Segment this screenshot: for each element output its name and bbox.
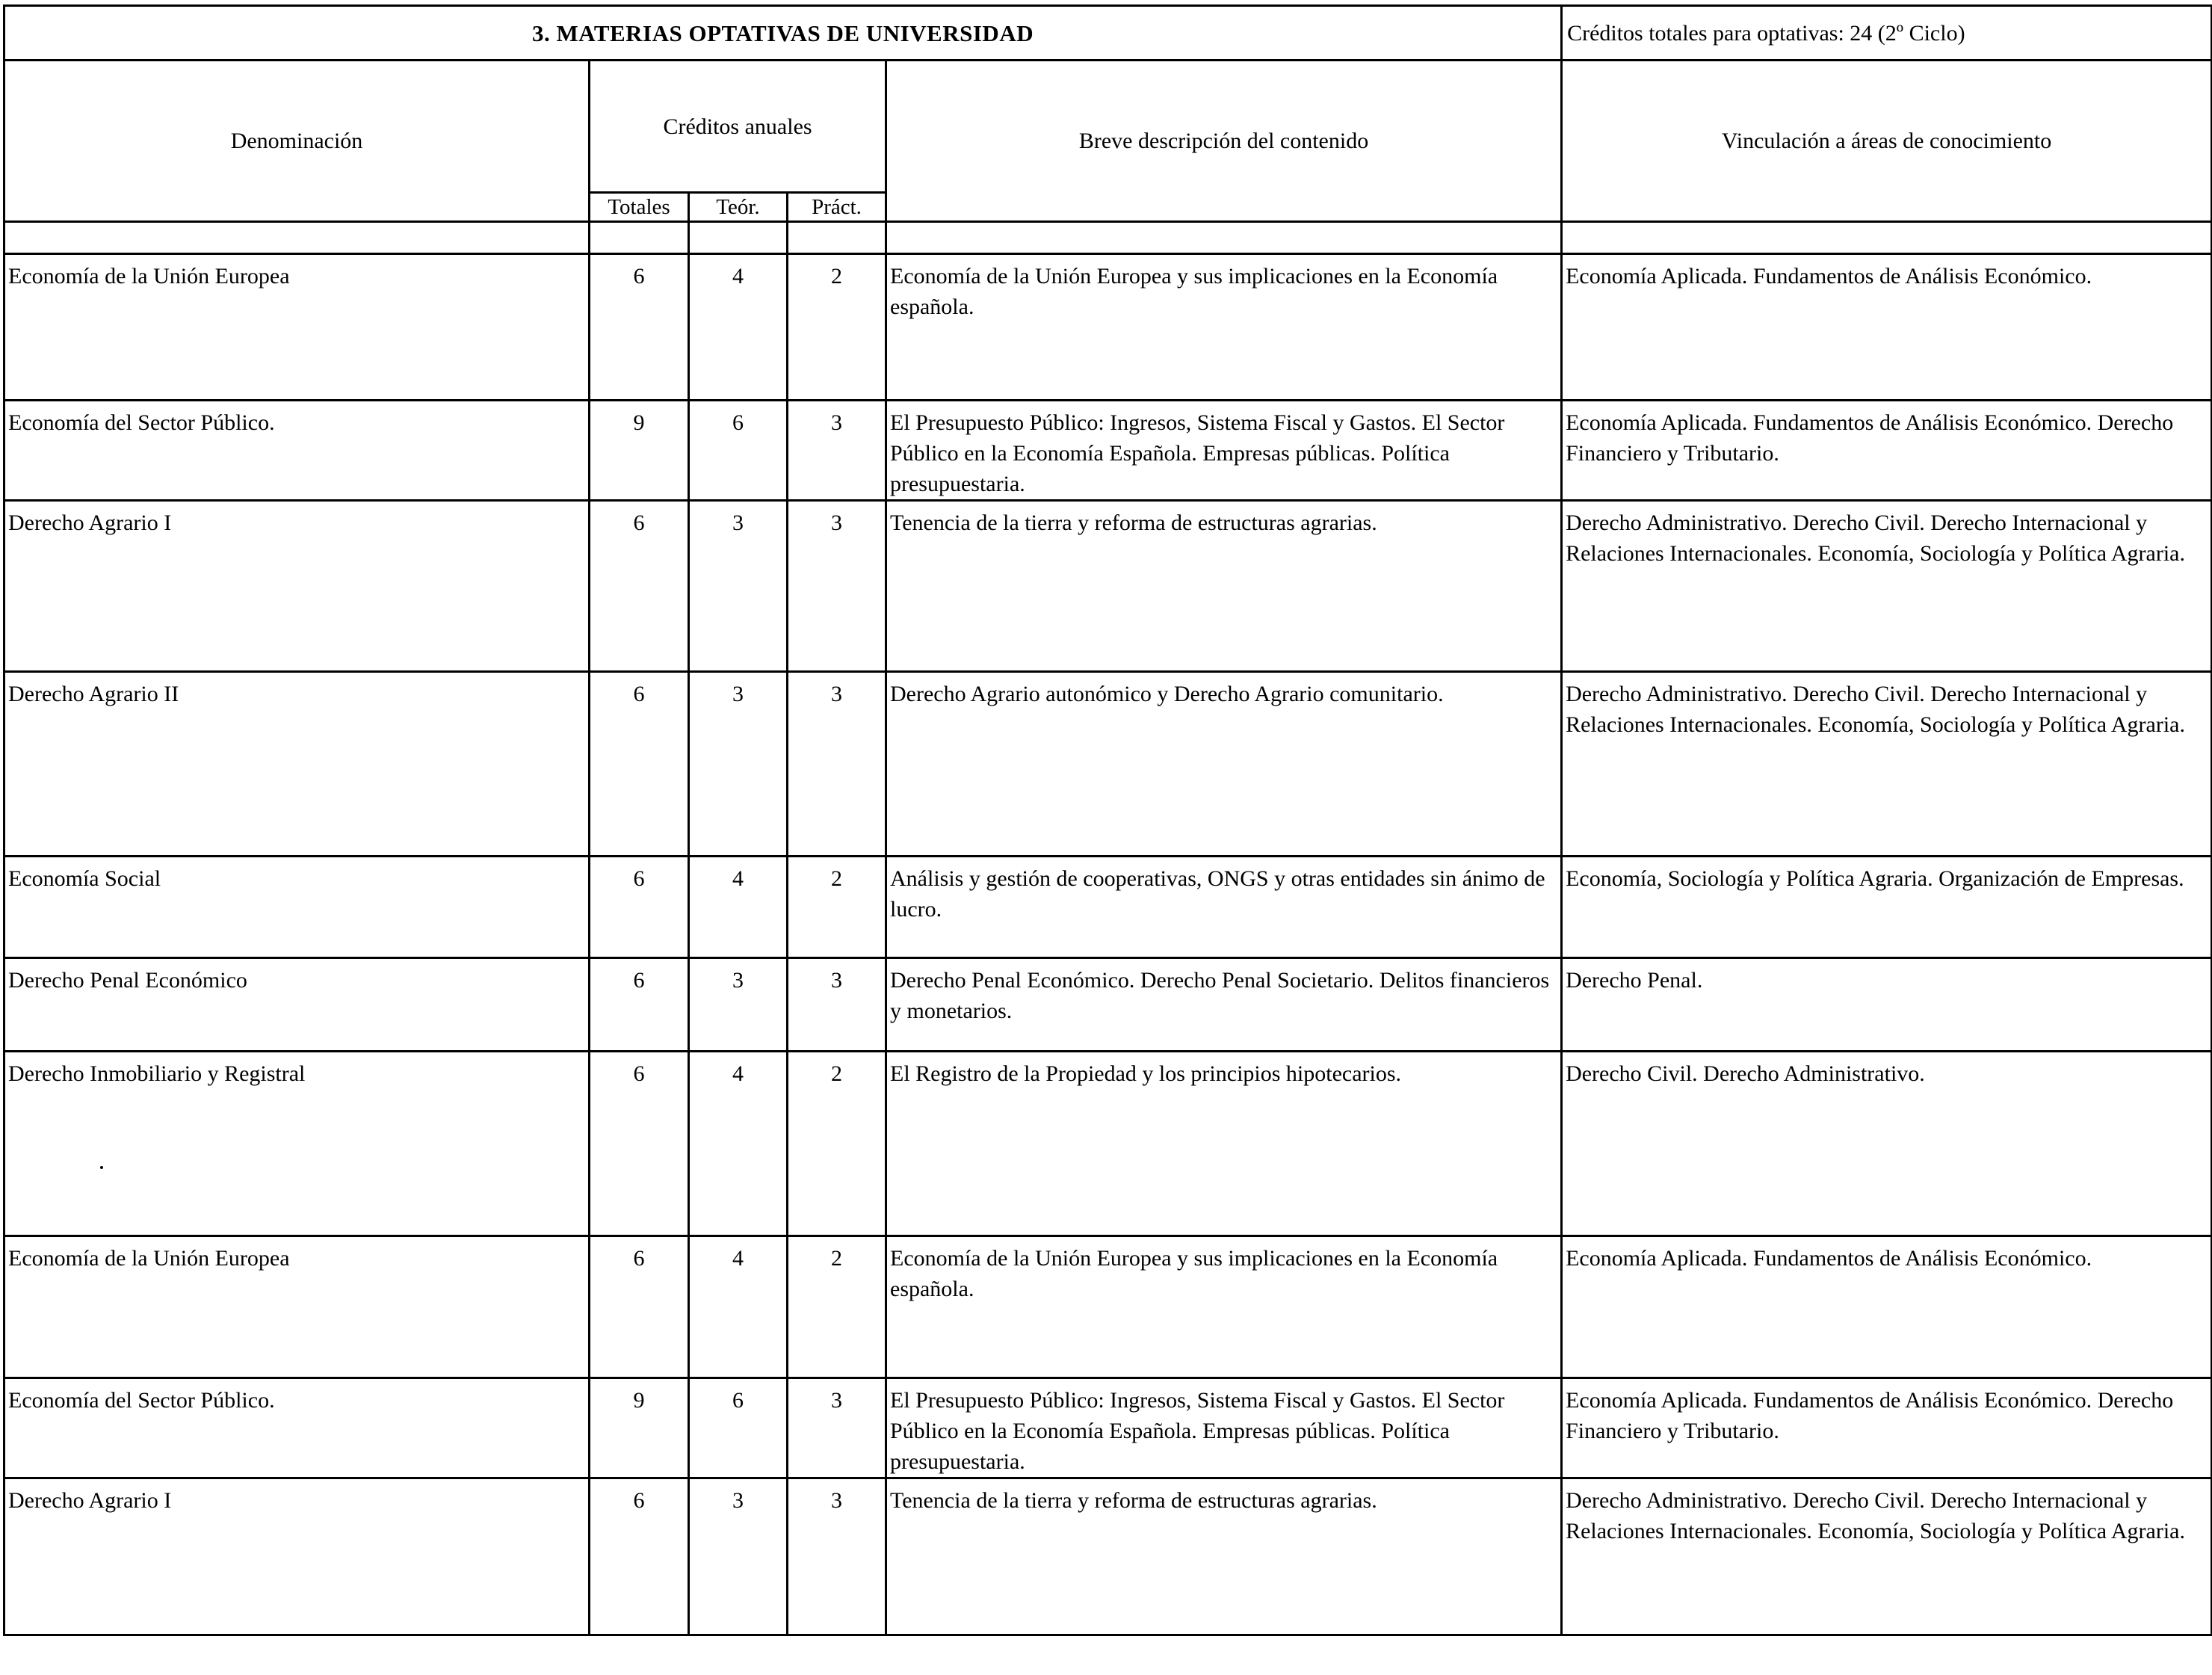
header-pract: Práct. bbox=[788, 193, 886, 222]
subject-areas: Economía Aplicada. Fundamentos de Análisis Económico. Derecho Financiero y Tributario. bbox=[1562, 401, 2212, 501]
subject-areas: Economía, Sociología y Política Agraria. Organización de Empresas. bbox=[1562, 857, 2212, 958]
section-title: 3. MATERIAS OPTATIVAS DE UNIVERSIDAD bbox=[4, 6, 1562, 61]
credits-pract: 3 bbox=[788, 672, 886, 857]
subject-description: Análisis y gestión de cooperativas, ONGS y otras entidades sin ánimo de lucro. bbox=[886, 857, 1562, 958]
credits-teor: 3 bbox=[689, 958, 788, 1052]
header-row bbox=[4, 61, 2212, 193]
subject-description: Derecho Agrario autonómico y Derecho Agrario comunitario. bbox=[886, 672, 1562, 857]
spacer-cell bbox=[4, 222, 590, 254]
subject-areas: Economía Aplicada. Fundamentos de Análisis Económico. Derecho Financiero y Tributario. bbox=[1562, 1378, 2212, 1478]
subject-row bbox=[4, 501, 2212, 672]
stray-dot-mark bbox=[100, 1166, 103, 1169]
credits-teor: 3 bbox=[689, 1478, 788, 1635]
subject-name: Derecho Penal Económico bbox=[4, 958, 590, 1052]
spacer-cell bbox=[886, 222, 1562, 254]
credits-total: 9 bbox=[590, 401, 689, 501]
subject-name: Derecho Inmobiliario y Registral bbox=[4, 1052, 590, 1236]
credits-teor: 6 bbox=[689, 401, 788, 501]
credits-pract: 3 bbox=[788, 401, 886, 501]
credits-pract: 2 bbox=[788, 254, 886, 401]
subject-areas: Derecho Civil. Derecho Administrativo. bbox=[1562, 1052, 2212, 1236]
total-credits-label: Créditos totales para optativas: 24 (2º Ciclo) bbox=[1562, 6, 2212, 61]
subject-row bbox=[4, 1052, 2212, 1236]
credits-pract: 2 bbox=[788, 857, 886, 958]
credits-pract: 3 bbox=[788, 958, 886, 1052]
subject-description: Tenencia de la tierra y reforma de estructuras agrarias. bbox=[886, 501, 1562, 672]
subject-description: El Presupuesto Público: Ingresos, Sistema Fiscal y Gastos. El Sector Público en la Economía Española. Empresas públicas. Política presupuestaria. bbox=[886, 1378, 1562, 1478]
subject-description: El Presupuesto Público: Ingresos, Sistema Fiscal y Gastos. El Sector Público en la Economía Española. Empresas públicas. Política presupuestaria. bbox=[886, 401, 1562, 501]
subject-row bbox=[4, 958, 2212, 1052]
subject-row bbox=[4, 1236, 2212, 1378]
spacer-cell bbox=[689, 222, 788, 254]
subject-areas: Derecho Administrativo. Derecho Civil. Derecho Internacional y Relaciones Internacionales. Economía, Sociología y Política Agraria. bbox=[1562, 501, 2212, 672]
credits-pract: 3 bbox=[788, 1378, 886, 1478]
credits-teor: 4 bbox=[689, 254, 788, 401]
subject-name: Economía de la Unión Europea bbox=[4, 254, 590, 401]
subject-name: Derecho Agrario I bbox=[4, 1478, 590, 1635]
subject-name: Derecho Agrario I bbox=[4, 501, 590, 672]
credits-teor: 6 bbox=[689, 1378, 788, 1478]
subject-row bbox=[4, 857, 2212, 958]
credits-total: 6 bbox=[590, 1236, 689, 1378]
optional-subjects-table bbox=[3, 4, 2212, 1636]
credits-total: 6 bbox=[590, 1478, 689, 1635]
credits-pract: 2 bbox=[788, 1052, 886, 1236]
subject-row bbox=[4, 401, 2212, 501]
credits-total: 6 bbox=[590, 1052, 689, 1236]
credits-total: 6 bbox=[590, 672, 689, 857]
credits-total: 6 bbox=[590, 501, 689, 672]
header-descripcion: Breve descripción del contenido bbox=[886, 61, 1562, 222]
header-teor: Teór. bbox=[689, 193, 788, 222]
credits-teor: 4 bbox=[689, 857, 788, 958]
spacer-row bbox=[4, 222, 2212, 254]
credits-total: 6 bbox=[590, 857, 689, 958]
subject-areas: Derecho Penal. bbox=[1562, 958, 2212, 1052]
header-totales: Totales bbox=[590, 193, 689, 222]
spacer-cell bbox=[590, 222, 689, 254]
credits-total: 6 bbox=[590, 958, 689, 1052]
credits-total: 6 bbox=[590, 254, 689, 401]
subject-description: El Registro de la Propiedad y los principios hipotecarios. bbox=[886, 1052, 1562, 1236]
credits-pract: 3 bbox=[788, 501, 886, 672]
header-vinculacion: Vinculación a áreas de conocimiento bbox=[1562, 61, 2212, 222]
credits-teor: 4 bbox=[689, 1052, 788, 1236]
credits-total: 9 bbox=[590, 1378, 689, 1478]
subject-areas: Derecho Administrativo. Derecho Civil. Derecho Internacional y Relaciones Internacionales. Economía, Sociología y Política Agraria. bbox=[1562, 672, 2212, 857]
document-page bbox=[3, 4, 2211, 1636]
subject-name: Economía del Sector Público. bbox=[4, 401, 590, 501]
credits-pract: 2 bbox=[788, 1236, 886, 1378]
subject-row bbox=[4, 1378, 2212, 1478]
subject-row bbox=[4, 672, 2212, 857]
subject-areas: Economía Aplicada. Fundamentos de Análisis Económico. bbox=[1562, 1236, 2212, 1378]
subject-description: Economía de la Unión Europea y sus implicaciones en la Economía española. bbox=[886, 254, 1562, 401]
spacer-cell bbox=[788, 222, 886, 254]
title-row bbox=[4, 6, 2212, 61]
subject-name: Economía de la Unión Europea bbox=[4, 1236, 590, 1378]
subject-name: Derecho Agrario II bbox=[4, 672, 590, 857]
credits-pract: 3 bbox=[788, 1478, 886, 1635]
credits-teor: 3 bbox=[689, 501, 788, 672]
subject-areas: Derecho Administrativo. Derecho Civil. Derecho Internacional y Relaciones Internacionales. Economía, Sociología y Política Agraria. bbox=[1562, 1478, 2212, 1635]
subject-description: Tenencia de la tierra y reforma de estructuras agrarias. bbox=[886, 1478, 1562, 1635]
credits-teor: 3 bbox=[689, 672, 788, 857]
subject-name: Economía Social bbox=[4, 857, 590, 958]
spacer-cell bbox=[1562, 222, 2212, 254]
header-denominacion: Denominación bbox=[4, 61, 590, 222]
subject-row bbox=[4, 1478, 2212, 1635]
credits-teor: 4 bbox=[689, 1236, 788, 1378]
subject-row bbox=[4, 254, 2212, 401]
subject-description: Economía de la Unión Europea y sus implicaciones en la Economía española. bbox=[886, 1236, 1562, 1378]
header-creditos-anuales: Créditos anuales bbox=[590, 61, 886, 193]
subject-name: Economía del Sector Público. bbox=[4, 1378, 590, 1478]
subject-description: Derecho Penal Económico. Derecho Penal Societario. Delitos financieros y monetarios. bbox=[886, 958, 1562, 1052]
subject-areas: Economía Aplicada. Fundamentos de Análisis Económico. bbox=[1562, 254, 2212, 401]
